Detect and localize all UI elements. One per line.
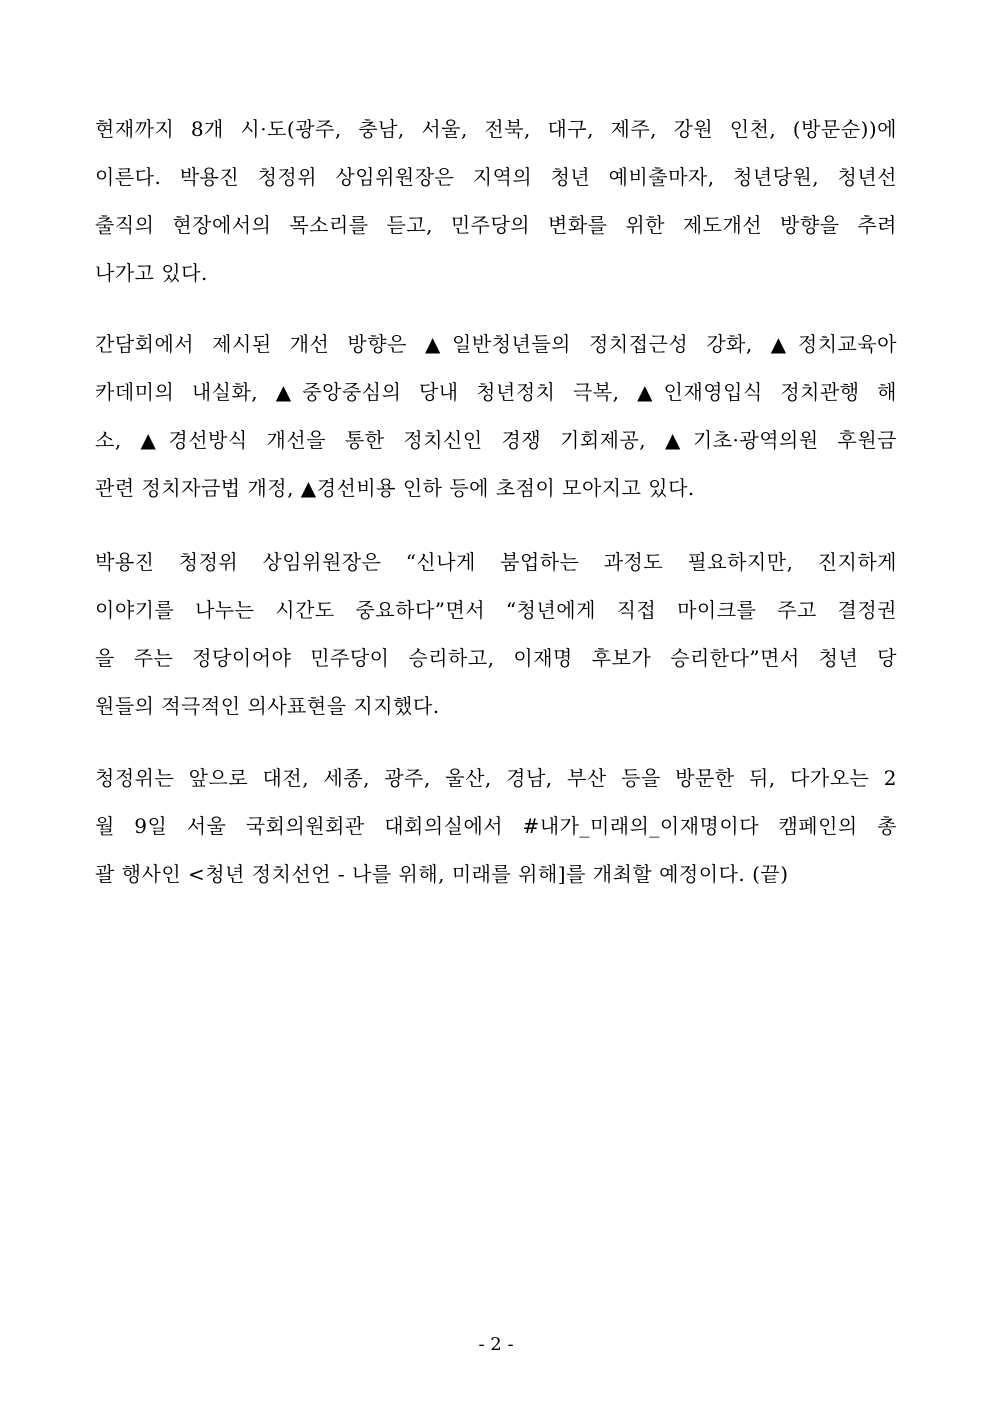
text-line: 월 9일 서울 국회의원회관 대회의실에서 #내가_미래의_이재명이다 캠페인의 총 — [95, 814, 897, 838]
text-line: 청정위는 앞으로 대전, 세종, 광주, 울산, 경남, 부산 등을 방문한 뒤, 다가오는 2 — [95, 766, 897, 790]
paragraph-improvement-directions — [95, 320, 897, 512]
text-line: 간담회에서 제시된 개선 방향은 ▲일반청년들의 정치접근성 강화, ▲정치교육아 — [95, 332, 897, 356]
text-line: 괄 행사인 <청년 정치선언 - 나를 위해, 미래를 위해]를 개최할 예정이다. (끝) — [95, 862, 789, 886]
text-line: 나가고 있다. — [95, 261, 208, 285]
text-line: 현재까지 8개 시·도(광주, 충남, 서울, 전북, 대구, 제주, 강원 인천, (방문순))에 — [95, 117, 897, 141]
paragraph-chairman-quote — [95, 538, 897, 730]
text-line: 을 주는 정당이어야 민주당이 승리하고, 이재명 후보가 승리한다”면서 청년 당 — [95, 646, 897, 670]
paragraph-upcoming-schedule — [95, 754, 897, 898]
text-line: 출직의 현장에서의 목소리를 듣고, 민주당의 변화를 위한 제도개선 방향을 추려 — [95, 213, 897, 237]
text-line: 관련 정치자금법 개정, ▲경선비용 인하 등에 초점이 모아지고 있다. — [95, 476, 695, 500]
text-line: 원들의 적극적인 의사표현을 지지했다. — [95, 694, 440, 718]
text-line: 카데미의 내실화, ▲중앙중심의 당내 청년정치 극복, ▲인재영입식 정치관행 해 — [95, 380, 897, 404]
text-line: 이른다. 박용진 청정위 상임위원장은 지역의 청년 예비출마자, 청년당원, 청년선 — [95, 165, 897, 189]
text-line: 소, ▲경선방식 개선을 통한 정치신인 경쟁 기회제공, ▲기초·광역의원 후원금 — [95, 428, 897, 452]
text-line: 이야기를 나누는 시간도 중요하다”면서 “청년에게 직접 마이크를 주고 결정권 — [95, 598, 897, 622]
paragraph-region-visits — [95, 105, 897, 297]
page-number: - 2 - — [478, 1334, 514, 1355]
text-line: 박용진 청정위 상임위원장은 “신나게 붐업하는 과정도 필요하지만, 진지하게 — [95, 550, 897, 574]
